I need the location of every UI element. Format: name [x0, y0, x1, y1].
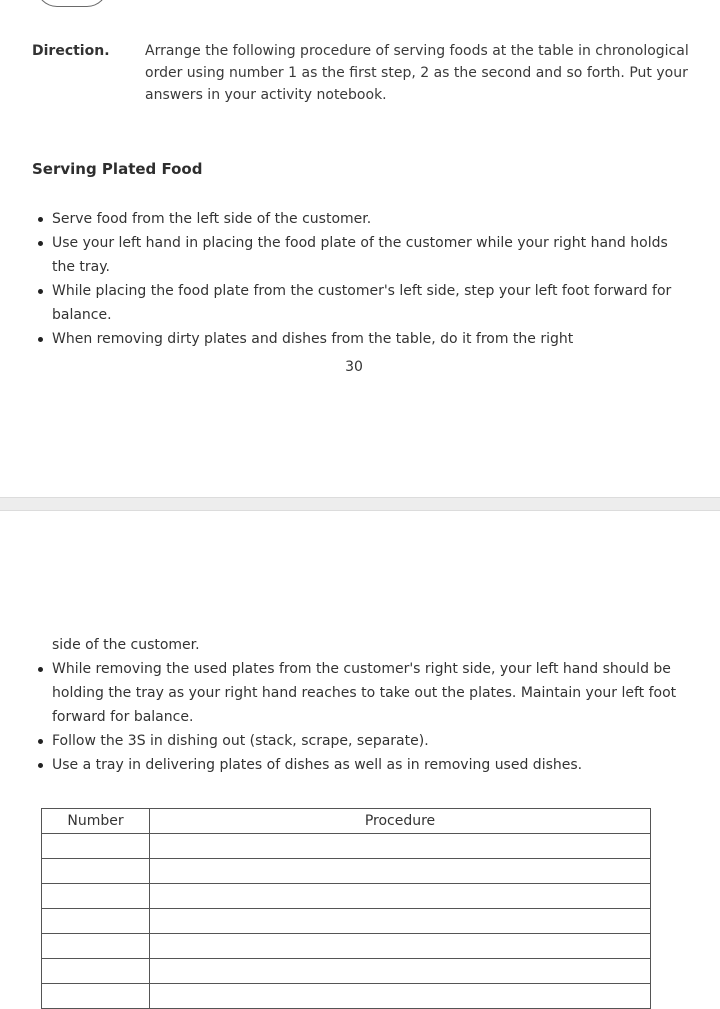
- list-item: Use your left hand in placing the food plate of the customer while your right hand holds the tray.: [36, 231, 686, 279]
- table-row: [42, 834, 651, 859]
- procedure-cell: [150, 934, 651, 959]
- column-header-procedure: Procedure: [150, 809, 651, 834]
- section-title: Serving Plated Food: [32, 160, 203, 178]
- table-row: [42, 884, 651, 909]
- procedure-list-part-2: [36, 633, 686, 777]
- list-item: When removing dirty plates and dishes from the table, do it from the right: [36, 327, 686, 351]
- list-item: While placing the food plate from the customer's left side, step your left foot forward for balance.: [36, 279, 686, 327]
- page-top-decoration: [36, 0, 108, 7]
- page-separator: [0, 497, 720, 511]
- table-row: [42, 959, 651, 984]
- column-header-number: Number: [42, 809, 150, 834]
- number-cell: [42, 959, 150, 984]
- list-item: Follow the 3S in dishing out (stack, scrape, separate).: [36, 729, 686, 753]
- table-row: [42, 934, 651, 959]
- number-cell: [42, 909, 150, 934]
- procedure-cell: [150, 834, 651, 859]
- number-cell: [42, 984, 150, 1009]
- number-cell: [42, 859, 150, 884]
- number-cell: [42, 934, 150, 959]
- list-item: Use a tray in delivering plates of dishes as well as in removing used dishes.: [36, 753, 686, 777]
- number-cell: [42, 884, 150, 909]
- list-item-continuation: side of the customer.: [52, 637, 200, 653]
- table-header-row: [42, 809, 651, 834]
- list-item: Serve food from the left side of the customer.: [36, 207, 686, 231]
- page-number: 30: [345, 359, 363, 375]
- table-row: [42, 859, 651, 884]
- answer-table: [41, 808, 651, 1009]
- procedure-cell: [150, 859, 651, 884]
- procedure-list-part-1: [36, 207, 686, 351]
- number-cell: [42, 834, 150, 859]
- table-row: [42, 909, 651, 934]
- procedure-cell: [150, 884, 651, 909]
- list-item: While removing the used plates from the customer's right side, your left hand should be holding the tray as your right hand reaches to take out the plates. Maintain your left foot forward for balance.: [36, 657, 686, 729]
- direction-label: Direction.: [32, 43, 110, 59]
- procedure-cell: [150, 984, 651, 1009]
- procedure-cell: [150, 959, 651, 984]
- procedure-cell: [150, 909, 651, 934]
- table-row: [42, 984, 651, 1009]
- direction-text: Arrange the following procedure of serving foods at the table in chronological order using number 1 as the first step, 2 as the second and so forth. Put your answers in your activity notebook.: [145, 43, 689, 103]
